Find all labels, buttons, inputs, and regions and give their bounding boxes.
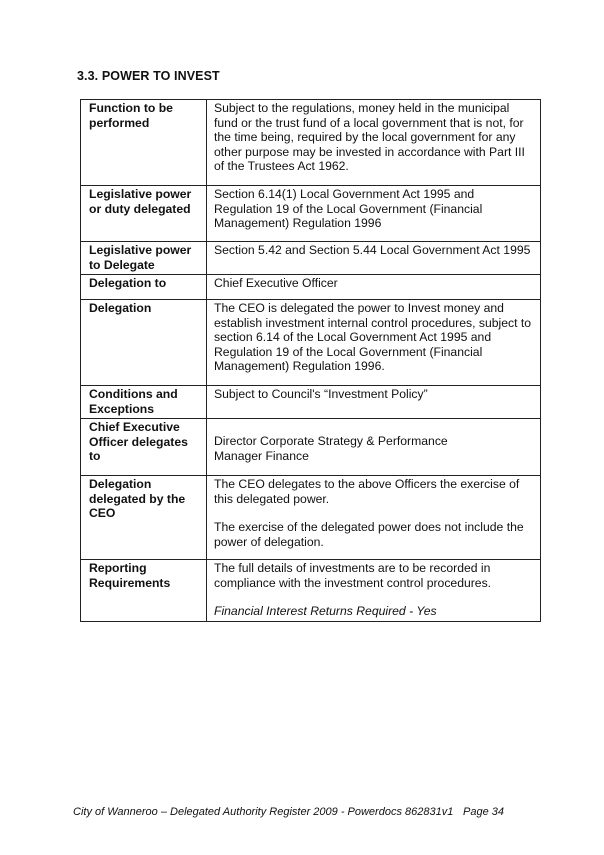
row-label: Reporting Requirements	[81, 560, 207, 622]
table-row	[81, 386, 541, 419]
row-label: Conditions and Exceptions	[81, 386, 207, 419]
table-row	[81, 242, 541, 275]
row-label: Delegation	[81, 300, 207, 386]
value-paragraph: The exercise of the delegated power does not include the power of delegation.	[214, 520, 524, 549]
row-label: Delegation delegated by the CEO	[81, 476, 207, 560]
delegation-table	[80, 99, 541, 622]
row-label: Chief Executive Officer delegates to	[81, 419, 207, 476]
table-row	[81, 186, 541, 242]
section-heading: 3.3. POWER TO INVEST	[77, 69, 220, 83]
row-label: Legislative power to Delegate	[81, 242, 207, 275]
row-label: Function to be performed	[81, 100, 207, 186]
value-paragraph: The CEO delegates to the above Officers the exercise of this delegated power.	[214, 477, 520, 506]
table-row	[81, 560, 541, 622]
delegate-officer: Manager Finance	[214, 448, 309, 463]
row-value: The CEO is delegated the power to Invest money and establish investment internal control procedures, subject to section 6.14 of the Local Government Act 1995 and Regulation 19 of the Local Government (Financial Management) Regulation 1996.	[207, 300, 541, 386]
value-paragraph: Financial Interest Returns Required - Yes	[214, 604, 437, 618]
page-number: Page 34	[463, 806, 504, 818]
row-value: Subject to Council's “Investment Policy”	[207, 386, 541, 419]
row-label: Legislative power or duty delegated	[81, 186, 207, 242]
row-value	[207, 476, 541, 560]
delegate-officer: Director Corporate Strategy & Performance	[214, 434, 448, 448]
footer-text: City of Wanneroo – Delegated Authority Register 2009 - Powerdocs 862831v1	[73, 806, 454, 818]
table-row	[81, 300, 541, 386]
row-value: Section 5.42 and Section 5.44 Local Government Act 1995	[207, 242, 541, 275]
row-value: Section 6.14(1) Local Government Act 1995 and Regulation 19 of the Local Government (Financial Management) Regulation 1996	[207, 186, 541, 242]
table-row	[81, 275, 541, 300]
table-row	[81, 100, 541, 186]
page-footer	[73, 806, 504, 818]
row-value	[207, 419, 541, 476]
row-value: Subject to the regulations, money held in the municipal fund or the trust fund of a local government that is not, for the time being, required by the local government for any other purpose may be invested in accordance with Part III of the Trustees Act 1962.	[207, 100, 541, 186]
row-value	[207, 560, 541, 622]
table-row	[81, 476, 541, 560]
row-value: Chief Executive Officer	[207, 275, 541, 300]
row-label: Delegation to	[81, 275, 207, 300]
value-paragraph: The full details of investments are to be recorded in compliance with the investment control procedures.	[214, 561, 492, 590]
table-row	[81, 419, 541, 476]
